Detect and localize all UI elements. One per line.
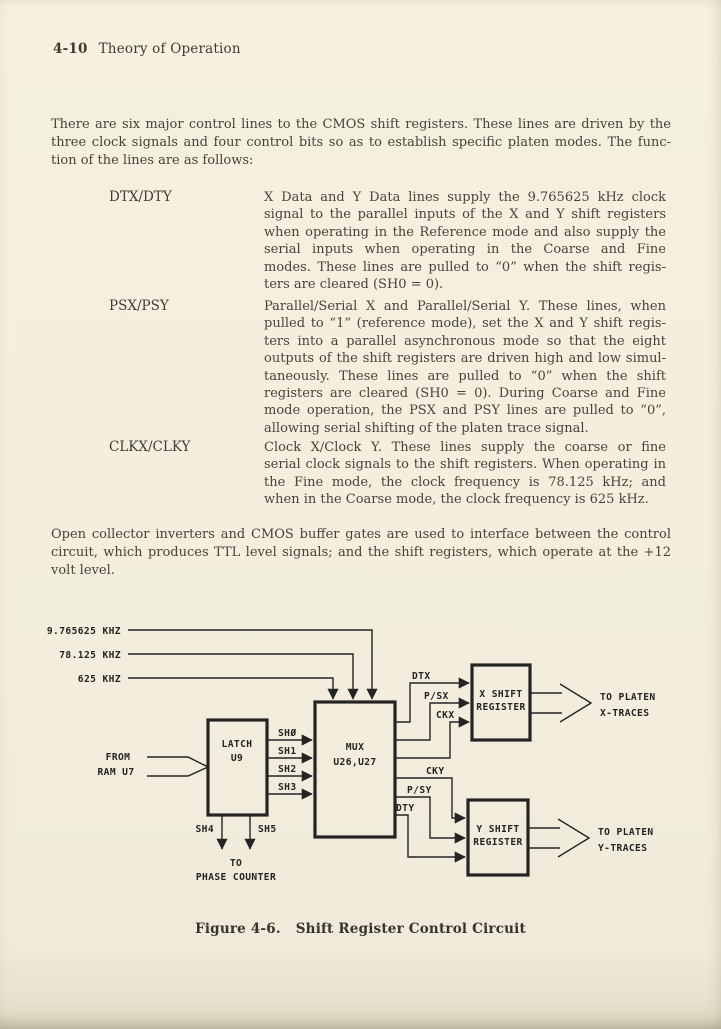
shift-register-control-circuit-diagram (0, 600, 721, 910)
x-shift-register-block (472, 665, 530, 740)
text-line: mode operation, the PSX and PSY lines are pulled to “0”, (264, 403, 666, 419)
text-line: allowing serial shifting of the platen trace signal. (264, 420, 589, 436)
label-cky: CKY (426, 766, 445, 777)
y-output-label-line1: TO PLATEN (598, 827, 654, 838)
x-register-label-line2: REGISTER (476, 702, 526, 713)
figure-number: Figure 4-6. (195, 921, 281, 937)
clock-label-9765khz: 9.765625 KHZ (46, 626, 121, 637)
text-line: modes. These lines are pulled to “0” when the shift regis- (264, 259, 666, 275)
label-sh5: SH5 (258, 824, 277, 835)
section-title: Theory of Operation (98, 41, 241, 57)
text-line: taneously. These lines are pulled to “0” when the shift (264, 368, 666, 384)
y-register-label-line1: Y SHIFT (476, 824, 520, 835)
latch-box (208, 720, 267, 815)
label-sh4: SH4 (195, 824, 214, 835)
clock-wire-625khz (128, 678, 333, 699)
latch-label-line2: U9 (230, 753, 244, 764)
text-line: serial clock signals to the shift registers. When operating in (264, 457, 666, 473)
closing-paragraph (51, 526, 671, 581)
text-line: the Fine mode, the clock frequency is 78.125 kHz; and (264, 474, 666, 490)
x-register-label-line1: X SHIFT (479, 689, 523, 700)
y-output-arrow (528, 819, 589, 857)
text-line: ters into a parallel asynchronous mode so that the eight (264, 333, 666, 349)
text-line: outputs of the shift registers are driven high and low simul- (264, 351, 666, 367)
figure-title: Shift Register Control Circuit (295, 921, 526, 937)
running-header (53, 41, 241, 57)
text-line: There are six major control lines to the CMOS shift registers. These lines are driven by the (51, 117, 671, 132)
x-output-arrow (530, 684, 591, 722)
text-line: Clock X/Clock Y. These lines supply the coarse or fine (264, 440, 666, 455)
text-line: signal to the parallel inputs of the X and Y shift registers (264, 207, 666, 223)
y-register-label-line2: REGISTER (473, 837, 523, 848)
label-sh3: SH3 (278, 782, 297, 793)
source-label-line2: RAM U7 (97, 767, 135, 778)
definition-term: CLKX/CLKY (109, 439, 191, 455)
y-output-label-line2: Y-TRACES (598, 843, 648, 854)
text-line: when operating in the Reference mode and also supply the (264, 224, 666, 240)
text-line: registers are cleared (SH0 = 0). During Coarse and Fine (264, 386, 666, 402)
definition-term: PSX/PSY (109, 298, 169, 314)
text-line: three clock signals and four control bits so as to establish specific platen modes. The func- (51, 135, 671, 151)
text-line: circuit, which produces TTL level signals; and the shift registers, which operate at the +12 (51, 545, 671, 561)
mux-label-line2: U26,U27 (333, 757, 377, 768)
definition-term: DTX/DTY (109, 189, 172, 205)
text-line: Open collector inverters and CMOS buffer gates are used to interface between the control (51, 527, 671, 542)
clock-wire-9765khz (128, 630, 372, 699)
clock-label-625khz: 625 KHZ (77, 674, 121, 685)
source-fork-arrow (147, 757, 208, 776)
label-psy: P/SY (407, 785, 432, 796)
source-label-line1: FROM (105, 752, 131, 763)
clock-wire-78khz (128, 654, 353, 699)
text-line: X Data and Y Data lines supply the 9.765625 kHz clock (264, 190, 666, 205)
definition-body (264, 189, 666, 293)
label-dty: DTY (396, 803, 415, 814)
phase-counter-label-line1: TO (229, 858, 243, 869)
text-line: pulled to “1” (reference mode), set the X and Y shift regis- (264, 316, 666, 332)
text-line: when in the Coarse mode, the clock frequency is 625 kHz. (264, 492, 649, 508)
text-line: Parallel/Serial X and Parallel/Serial Y. These lines, when (264, 299, 666, 314)
mux-label-line1: MUX (345, 742, 365, 753)
page-number: 4-10 (53, 41, 88, 57)
label-sh1: SH1 (278, 746, 297, 757)
text-line: tion of the lines are as follows: (51, 153, 254, 169)
definition-body (264, 298, 666, 437)
label-ckx: CKX (436, 710, 455, 721)
text-line: volt level. (51, 563, 115, 579)
y-shift-register-block (468, 800, 528, 875)
x-output-label-line1: TO PLATEN (600, 692, 656, 703)
label-sh2: SH2 (278, 764, 297, 775)
label-psx: P/SX (424, 691, 449, 702)
label-sh0: SHØ (278, 728, 297, 739)
label-dtx: DTX (412, 671, 431, 682)
latch-block (208, 720, 267, 815)
x-output-label-line2: X-TRACES (600, 708, 650, 719)
intro-paragraph (51, 116, 671, 171)
text-line: serial inputs when operating in the Coarse and Fine (264, 242, 666, 258)
definition-body (264, 439, 666, 509)
text-line: ters are cleared (SH0 = 0). (264, 277, 444, 293)
clock-label-78khz: 78.125 KHZ (59, 650, 121, 661)
latch-label-line1: LATCH (221, 739, 253, 750)
mux-block (315, 702, 395, 837)
phase-counter-label-line2: PHASE COUNTER (195, 872, 277, 883)
mux-box (315, 702, 395, 837)
figure-caption (0, 921, 721, 937)
